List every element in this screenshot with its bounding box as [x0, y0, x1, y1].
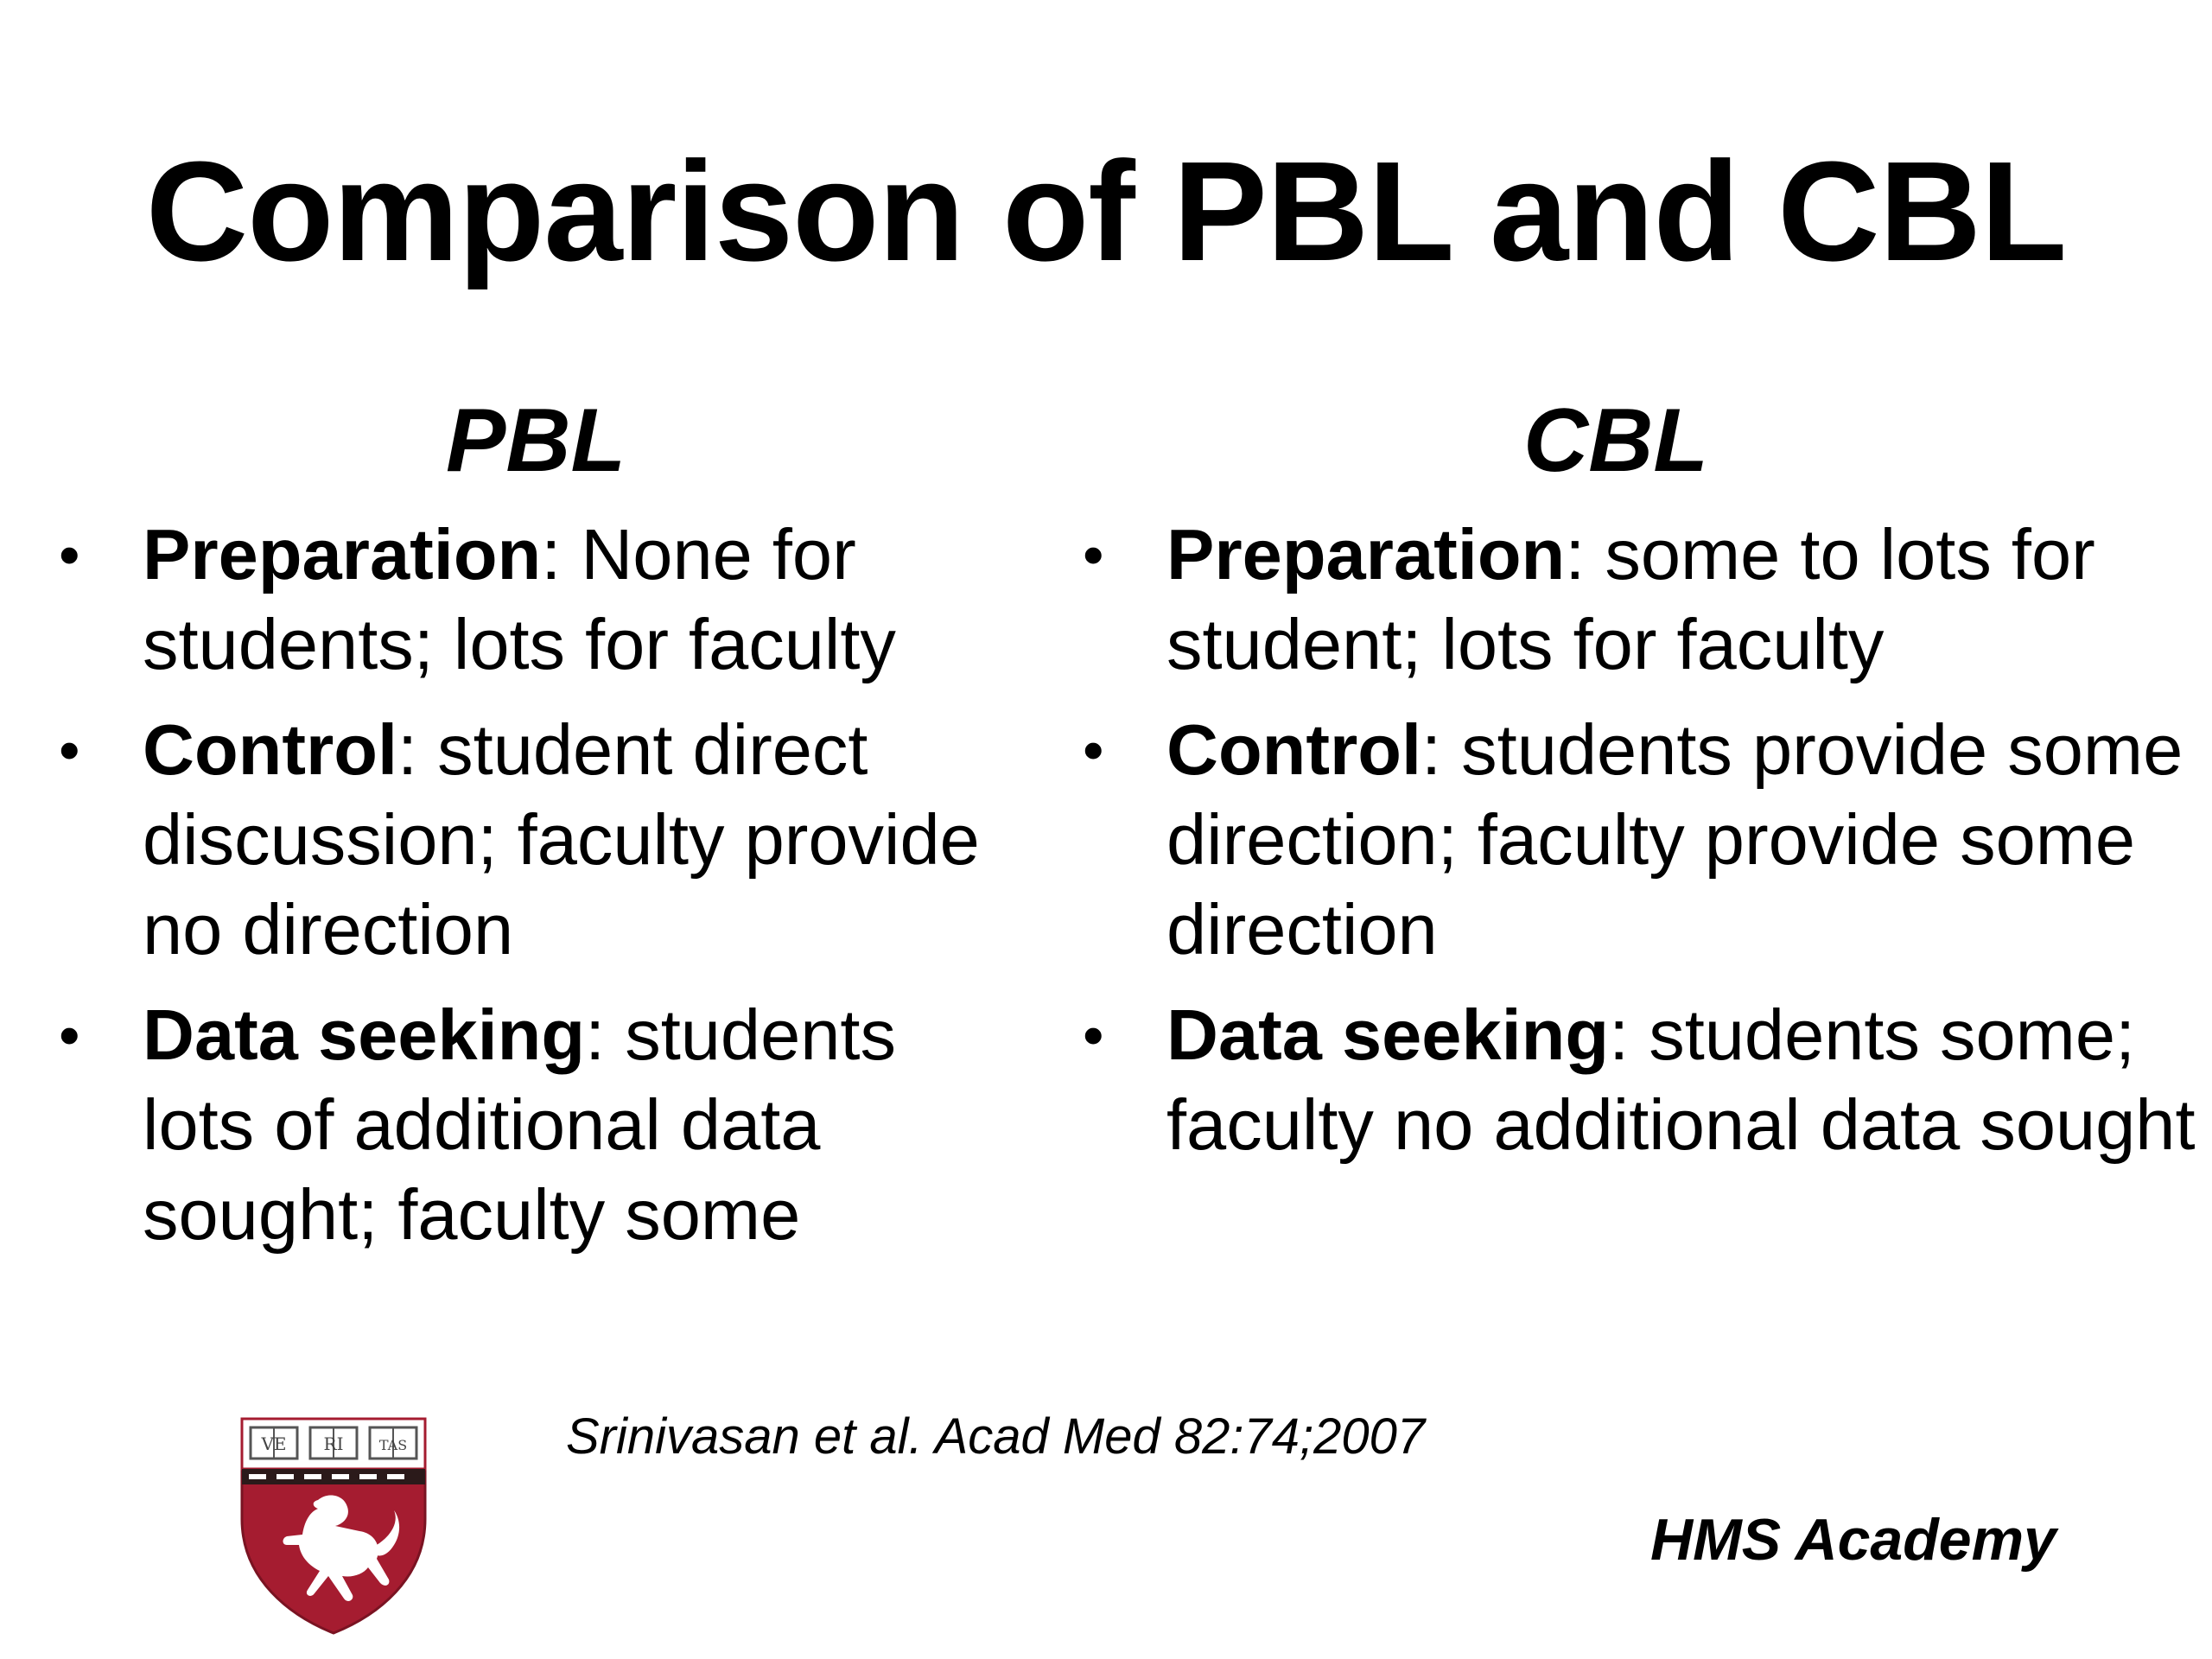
bullet-icon: •: [1083, 521, 1104, 588]
bullet-text: : None for students; lots for faculty: [143, 514, 896, 684]
harvard-shield-logo: [238, 1415, 429, 1636]
bullet-term: Preparation: [143, 514, 542, 594]
bullet-text: : students lots of additional data sought; faculty some: [143, 995, 896, 1255]
list-item: [52, 510, 1011, 690]
bullet-icon: •: [59, 1001, 80, 1069]
book-icon: [370, 1427, 416, 1459]
svg-text:TAS: TAS: [378, 1437, 408, 1453]
book-icon: [310, 1427, 357, 1459]
bullet-text: : students some; faculty no additional data sought: [1166, 995, 2196, 1165]
svg-text:VE: VE: [261, 1433, 287, 1454]
bullet-term: Control: [1166, 709, 1422, 790]
bullet-text: : some to lots for student; lots for faculty: [1166, 514, 2095, 684]
bullet-text: : student direct discussion; faculty provide no direction: [143, 709, 980, 969]
list-item: [52, 705, 1011, 975]
bullet-term: Data seeking: [143, 995, 586, 1075]
citation: Srinivasan et al. Acad Med 82:74;2007: [566, 1408, 1426, 1465]
list-item: [52, 990, 1011, 1260]
cbl-heading: CBL: [1523, 391, 1708, 491]
bullet-term: Control: [143, 709, 398, 790]
cbl-bullet-list: [1076, 510, 2199, 1185]
list-item: [1076, 510, 2199, 690]
bullet-icon: •: [59, 716, 80, 784]
brand-label: HMS Academy: [1650, 1507, 2056, 1573]
pbl-heading: PBL: [446, 391, 626, 491]
bullet-icon: •: [1083, 1001, 1104, 1069]
pbl-bullet-list: [52, 510, 1011, 1275]
book-icon: [251, 1427, 297, 1459]
svg-text:RI: RI: [323, 1433, 344, 1454]
bullet-term: Preparation: [1166, 514, 1566, 594]
list-item: [1076, 705, 2199, 975]
bullet-icon: •: [1083, 716, 1104, 784]
bullet-text: : students provide some direction; faculty provide some direction: [1166, 709, 2183, 969]
bullet-term: Data seeking: [1166, 995, 1610, 1075]
list-item: [1076, 990, 2199, 1170]
slide-title: Comparison of PBL and CBL: [145, 132, 2067, 290]
bullet-icon: •: [59, 521, 80, 588]
